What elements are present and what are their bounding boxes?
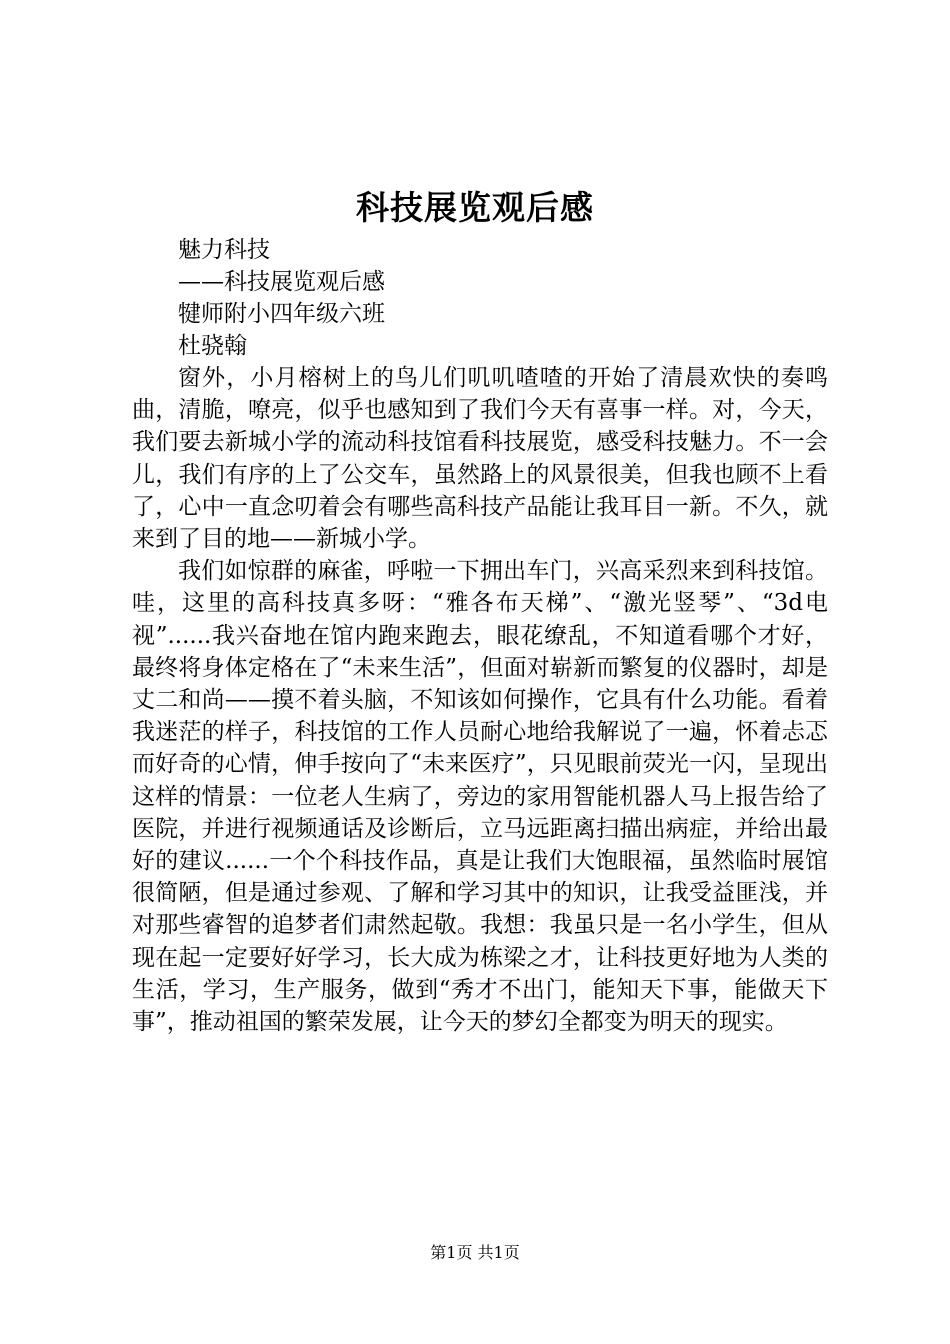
document-body [132,362,828,1038]
subtitle-line: 魅力科技 [178,237,270,263]
document-title: 科技展览观后感 [356,188,594,227]
author-line: 杜骁翰 [178,333,247,359]
page-footer: 第1页 共1页 [430,1243,520,1262]
school-class-line: 犍师附小四年级六班 [178,301,385,327]
subtitle-line: ——科技展览观后感 [178,269,385,295]
document-meta [178,234,385,362]
paragraph: 窗外，小月榕树上的鸟儿们叽叽喳喳的开始了清晨欢快的奏鸣曲，清脆，嘹亮，似乎也感知到了我们今天有喜事一样。对，今天，我们要去新城小学的流动科技馆看科技展览，感受科技魅力。不一会儿，我们有序的上了公交车，虽然路上的风景很美，但我也顾不上看了，心中一直念叨着会有哪些高科技产品能让我耳目一新。不久，就来到了目的地——新城小学。 [132,365,828,553]
paragraph: 我们如惊群的麻雀，呼啦一下拥出车门，兴高采烈来到科技馆。哇，这里的高科技真多呀：“雅各布天梯”、“激光竖琴”、“3d电视”......我兴奋地在馆内跑来跑去，眼花缭乱，不知道看哪个才好，最终将身体定格在了“未来生活”，但面对崭新而繁复的仪器时，却是丈二和尚——摸不着头脑，不知该如何操作，它具有什么功能。看着我迷茫的样子，科技馆的工作人员耐心地给我解说了一遍，怀着忐忑而好奇的心情，伸手按向了“未来医疗”，只见眼前荧光一闪，呈现出这样的情景：一位老人生病了，旁边的家用智能机器人马上报告给了医院，并进行视频通话及诊断后，立马远距离扫描出病症，并给出最好的建议......一个个科技作品，真是让我们大饱眼福，虽然临时展馆很简陋，但是通过参观、了解和学习其中的知识，让我受益匪浅，并对那些睿智的追梦者们肃然起敬。我想：我虽只是一名小学生，但从现在起一定要好好学习，长大成为栋梁之才，让科技更好地为人类的生活，学习，生产服务，做到“秀才不出门，能知天下事，能做天下事”，推动祖国的繁荣发展，让今天的梦幻全都变为明天的现实。 [132,558,828,1036]
